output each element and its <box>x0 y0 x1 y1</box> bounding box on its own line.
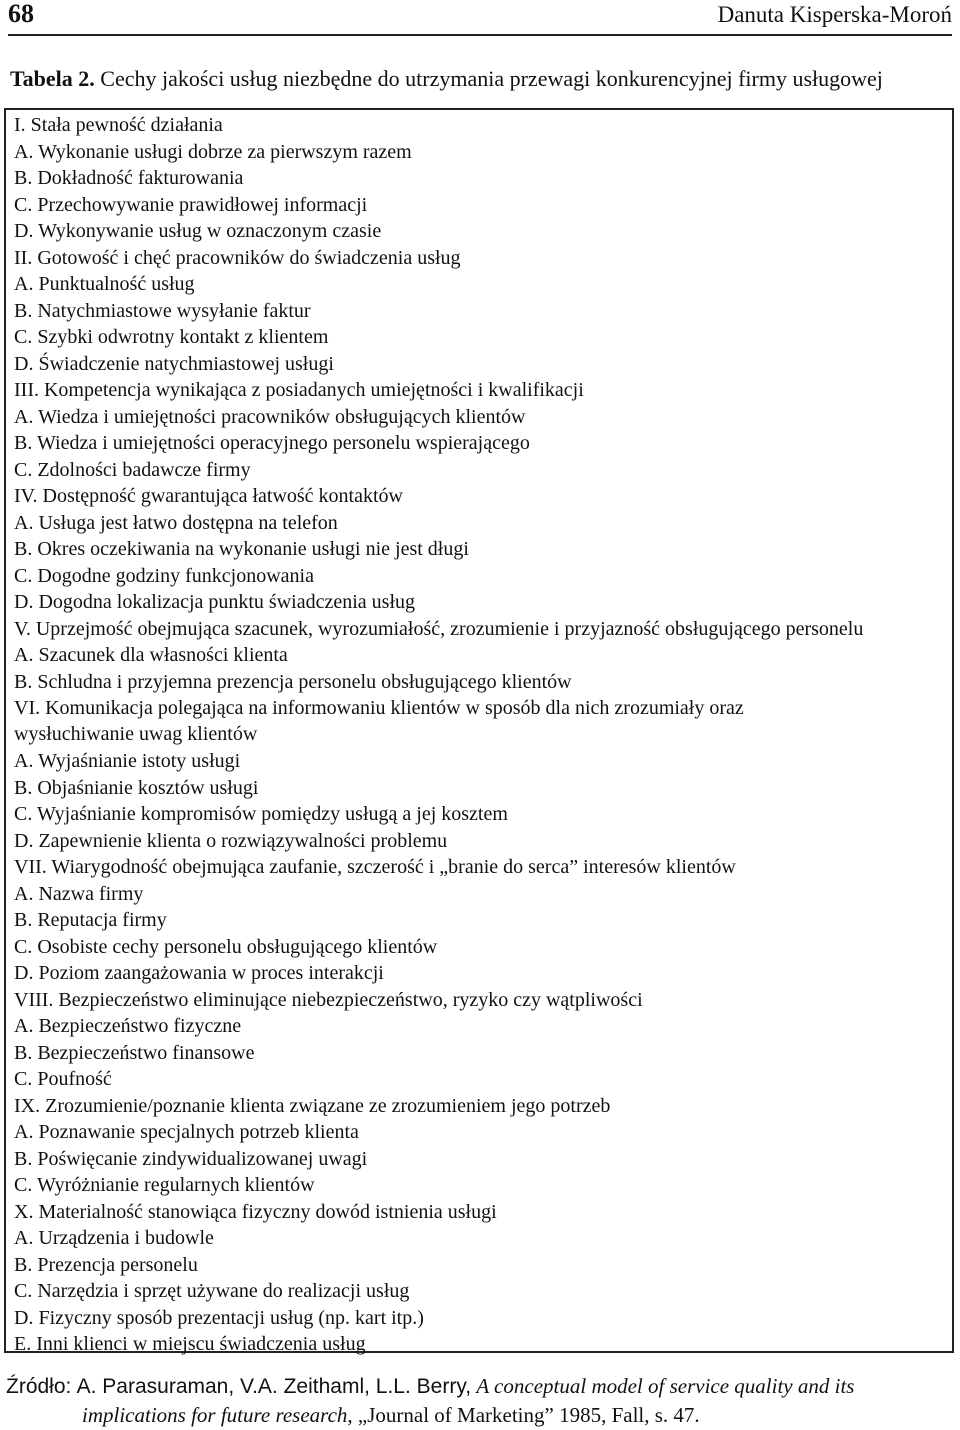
table-item-row: B. Okres oczekiwania na wykonanie usługi nie jest długi <box>14 538 469 560</box>
source-journal: , „Journal of Marketing” 1985, Fall, s. 47. <box>347 1403 700 1427</box>
table-item-row: C. Zdolności badawcze firmy <box>14 458 251 481</box>
running-head-author: Danuta Kisperska-Moroń <box>717 2 952 27</box>
table-item-row: B. Prezencja personelu <box>14 1253 198 1276</box>
source-title-part1: A conceptual model of service quality and its <box>476 1374 855 1398</box>
quality-features-table <box>4 108 954 1353</box>
table-caption <box>10 66 883 92</box>
table-item-row: C. Przechowywanie prawidłowej informacji <box>14 193 368 216</box>
table-item-row: B. Bezpieczeństwo finansowe <box>14 1041 255 1064</box>
table-section-row: VIII. Bezpieczeństwo eliminujące niebezpieczeństwo, ryzyko czy wątpliwości <box>14 988 643 1011</box>
source-note <box>6 1372 956 1429</box>
table-item-row: A. Poznawanie specjalnych potrzeb klienta <box>14 1121 359 1143</box>
table-item-row: B. Schludna i przyjemna prezencja personelu obsługującego klientów <box>14 670 572 693</box>
table-section-row: III. Kompetencja wynikająca z posiadanych umiejętności i kwalifikacji <box>14 379 584 401</box>
table-item-row: D. Dogodna lokalizacja punktu świadczenia usług <box>14 591 415 613</box>
table-item-row: C. Wyjaśnianie kompromisów pomiędzy usługą a jej kosztem <box>14 803 508 825</box>
table-item-row: B. Poświęcanie zindywidualizowanej uwagi <box>14 1147 368 1170</box>
table-item-row: C. Szybki odwrotny kontakt z klientem <box>14 326 329 348</box>
table-item-row: D. Zapewnienie klienta o rozwiązywalności problemu <box>14 829 448 852</box>
table-item-row: A. Wyjaśnianie istoty usługi <box>14 750 241 772</box>
table-section-row: V. Uprzejmość obejmująca szacunek, wyrozumiałość, zrozumienie i przyjazność obsługującego personelu <box>14 617 864 640</box>
table-item-row: C. Narzędzia i sprzęt używane do realizacji usług <box>14 1280 410 1302</box>
table-item-row: C. Wyróżnianie regularnych klientów <box>14 1174 315 1196</box>
table-item-row: A. Punktualność usług <box>14 273 195 295</box>
table-item-row: D. Wykonywanie usług w oznaczonym czasie <box>14 220 382 242</box>
page-header <box>8 0 952 36</box>
table-caption-text: Cechy jakości usług niezbędne do utrzymania przewagi konkurencyjnej firmy usługowej <box>100 66 883 91</box>
table-section-row: IX. Zrozumienie/poznanie klienta związane ze zrozumieniem jego potrzeb <box>14 1094 611 1117</box>
table-item-row: B. Natychmiastowe wysyłanie faktur <box>14 299 311 322</box>
table-item-row: A. Wykonanie usługi dobrze za pierwszym razem <box>14 140 412 163</box>
table-section-row: X. Materialność stanowiąca fizyczny dowód istnienia usługi <box>14 1200 497 1223</box>
table-item-row: A. Bezpieczeństwo fizyczne <box>14 1015 242 1037</box>
page-number: 68 <box>8 0 34 28</box>
table-item-row: A. Szacunek dla własności klienta <box>14 644 288 666</box>
table-item-row: B. Wiedza i umiejętności operacyjnego personelu wspierającego <box>14 432 530 454</box>
table-section-row: VI. Komunikacja polegająca na informowaniu klientów w sposób dla nich zrozumiały oraz wysłuchiwanie uwag klientów <box>14 697 744 745</box>
table-item-row: B. Objaśnianie kosztów usługi <box>14 776 259 799</box>
source-line-2 <box>6 1401 956 1429</box>
source-title-part2: implications for future research <box>82 1403 348 1427</box>
table-item-row: C. Dogodne godziny funkcjonowania <box>14 564 314 587</box>
table-section-row: I. Stała pewność działania <box>14 114 223 136</box>
table-item-row: D. Świadczenie natychmiastowej usługi <box>14 352 334 375</box>
table-item-row: C. Poufność <box>14 1068 112 1090</box>
table-item-row: B. Dokładność fakturowania <box>14 167 244 189</box>
table-section-row: VII. Wiarygodność obejmująca zaufanie, szczerość i „branie do serca” interesów klientów <box>14 856 736 878</box>
table-item-row: A. Urządzenia i budowle <box>14 1227 214 1249</box>
table-item-row: C. Osobiste cechy personelu obsługującego klientów <box>14 935 438 958</box>
table-section-row: II. Gotowość i chęć pracowników do świadczenia usług <box>14 246 461 269</box>
table-item-row: A. Wiedza i umiejętności pracowników obsługujących klientów <box>14 405 526 428</box>
table-item-row: A. Usługa jest łatwo dostępna na telefon <box>14 511 338 534</box>
table-item-row: D. Poziom zaangażowania w proces interakcji <box>14 962 384 984</box>
table-section-row: IV. Dostępność gwarantująca łatwość kontaktów <box>14 485 403 507</box>
source-label: Źródło: <box>6 1375 72 1398</box>
table-item-row: E. Inni klienci w miejscu świadczenia usług <box>14 1333 366 1355</box>
source-authors: A. Parasuraman, V.A. Zeithaml, L.L. Berry, <box>76 1375 472 1398</box>
table-item-row: D. Fizyczny sposób prezentacji usług (np. kart itp.) <box>14 1306 424 1329</box>
table-label: Tabela 2. <box>10 66 95 91</box>
table-item-row: B. Reputacja firmy <box>14 909 167 931</box>
table-item-row: A. Nazwa firmy <box>14 882 144 905</box>
